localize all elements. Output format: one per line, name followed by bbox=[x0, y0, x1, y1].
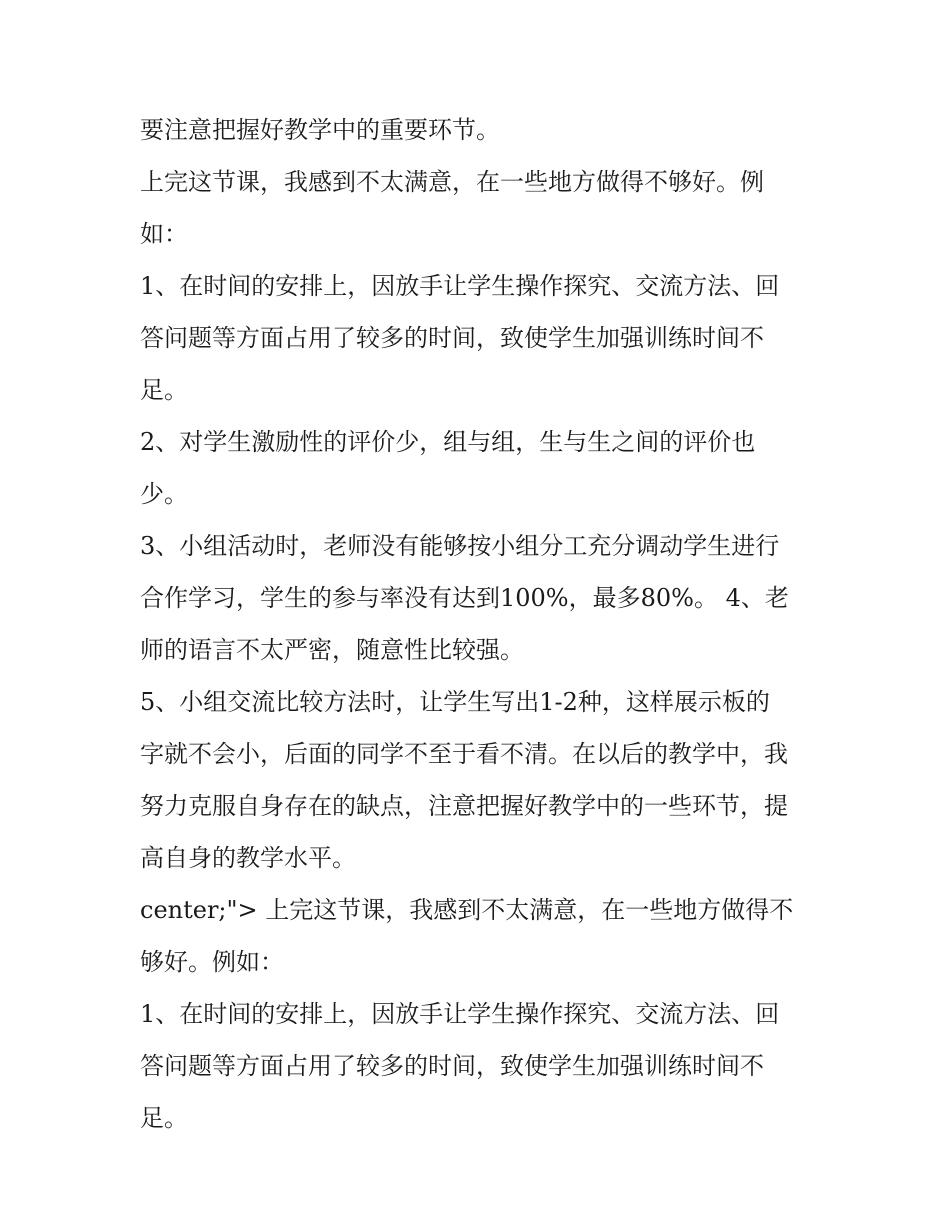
text-line-14: 努力克服自身存在的缺点，注意把握好教学中的一些环节，提 bbox=[140, 792, 788, 820]
text-line-19: 答问题等方面占用了较多的时间，致使学生加强训练时间不 bbox=[140, 1052, 764, 1080]
text-line-18: 1、在时间的安排上，因放手让学生操作探究、交流方法、回 bbox=[140, 1000, 780, 1028]
text-line-3: 如： bbox=[140, 220, 188, 248]
text-line-20: 足。 bbox=[140, 1104, 188, 1132]
text-line-11: 师的语言不太严密，随意性比较强。 bbox=[140, 636, 524, 664]
text-line-9: 3、小组活动时，老师没有能够按小组分工充分调动学生进行 bbox=[140, 532, 780, 560]
text-line-12: 5、小组交流比较方法时，让学生写出1-2种，这样展示板的 bbox=[140, 688, 770, 716]
text-line-16: center;"> 上完这节课，我感到不太满意，在一些地方做得不 bbox=[140, 896, 794, 924]
text-line-10: 合作学习，学生的参与率没有达到100%，最多80%。 4、老 bbox=[140, 584, 789, 612]
text-line-5: 答问题等方面占用了较多的时间，致使学生加强训练时间不 bbox=[140, 324, 764, 352]
text-line-7: 2、对学生激励性的评价少，组与组，生与生之间的评价也 bbox=[140, 428, 756, 456]
text-line-2: 上完这节课，我感到不太满意，在一些地方做得不够好。例 bbox=[140, 168, 764, 196]
text-line-1: 要注意把握好教学中的重要环节。 bbox=[140, 116, 500, 144]
text-line-15: 高自身的教学水平。 bbox=[140, 844, 356, 872]
text-line-8: 少。 bbox=[140, 480, 188, 508]
text-line-6: 足。 bbox=[140, 376, 188, 404]
text-line-17: 够好。例如： bbox=[140, 948, 284, 976]
text-line-4: 1、在时间的安排上，因放手让学生操作探究、交流方法、回 bbox=[140, 272, 780, 300]
text-line-13: 字就不会小，后面的同学不至于看不清。在以后的教学中，我 bbox=[140, 740, 788, 768]
document-body bbox=[140, 104, 820, 1144]
